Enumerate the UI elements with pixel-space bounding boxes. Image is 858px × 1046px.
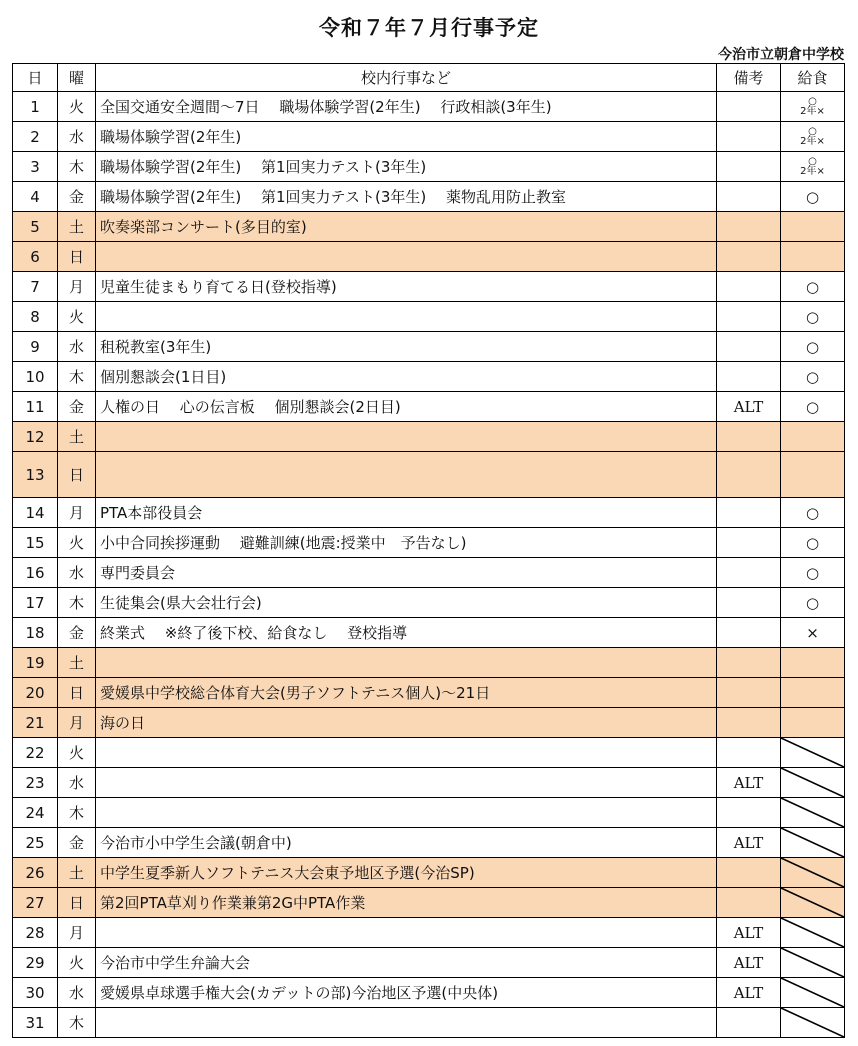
no-meal-slash-icon [781, 768, 844, 797]
events-cell: 全国交通安全週間～7日 職場体験学習(2年生) 行政相談(3年生) [96, 92, 717, 122]
table-row [13, 648, 845, 678]
meal-mark: ○ [808, 95, 817, 107]
notes-cell: ALT [717, 948, 781, 978]
day-cell: 6 [13, 242, 58, 272]
day-cell: 22 [13, 738, 58, 768]
header-meal: 給食 [781, 64, 845, 92]
table-row [13, 272, 845, 302]
day-cell: 10 [13, 362, 58, 392]
table-row [13, 92, 845, 122]
weekday-cell: 水 [58, 332, 96, 362]
meal-cell: ○ [781, 498, 845, 528]
weekday-cell: 火 [58, 738, 96, 768]
notes-cell [717, 92, 781, 122]
weekday-cell: 月 [58, 272, 96, 302]
notes-cell: ALT [717, 828, 781, 858]
notes-cell [717, 528, 781, 558]
notes-cell [717, 452, 781, 498]
table-row [13, 618, 845, 648]
weekday-cell: 月 [58, 498, 96, 528]
events-cell: PTA本部役員会 [96, 498, 717, 528]
table-row [13, 332, 845, 362]
day-cell: 17 [13, 588, 58, 618]
table-row [13, 798, 845, 828]
meal-cell [781, 768, 845, 798]
notes-cell [717, 888, 781, 918]
meal-cell: ○ [781, 558, 845, 588]
meal-cell: ○ [781, 272, 845, 302]
table-row [13, 858, 845, 888]
meal-cell: ○ [781, 362, 845, 392]
page-title: 令和７年７月行事予定 [319, 16, 539, 40]
day-cell: 20 [13, 678, 58, 708]
table-row [13, 918, 845, 948]
weekday-cell: 日 [58, 452, 96, 498]
weekday-cell: 水 [58, 768, 96, 798]
notes-cell [717, 152, 781, 182]
table-row [13, 678, 845, 708]
weekday-cell: 木 [58, 362, 96, 392]
meal-cell [781, 708, 845, 738]
weekday-cell: 月 [58, 708, 96, 738]
day-cell: 14 [13, 498, 58, 528]
meal-cell [781, 918, 845, 948]
table-row [13, 242, 845, 272]
table-row [13, 588, 845, 618]
events-cell: 個別懇談会(1日目) [96, 362, 717, 392]
schedule-table [12, 63, 845, 1038]
day-cell: 12 [13, 422, 58, 452]
notes-cell: ALT [717, 918, 781, 948]
day-cell: 29 [13, 948, 58, 978]
table-row [13, 708, 845, 738]
events-cell [96, 768, 717, 798]
notes-cell [717, 558, 781, 588]
meal-cell [781, 212, 845, 242]
events-cell: 海の日 [96, 708, 717, 738]
events-cell: 中学生夏季新人ソフトテニス大会東予地区予選(今治SP) [96, 858, 717, 888]
events-cell: 吹奏楽部コンサート(多目的室) [96, 212, 717, 242]
weekday-cell: 木 [58, 798, 96, 828]
school-name: 今治市立朝倉中学校 [718, 47, 844, 63]
day-cell: 31 [13, 1008, 58, 1038]
day-cell: 3 [13, 152, 58, 182]
meal-cell: ○ [781, 302, 845, 332]
meal-cell: ○ [781, 528, 845, 558]
events-cell [96, 738, 717, 768]
events-cell [96, 302, 717, 332]
events-cell: 職場体験学習(2年生) 第1回実力テスト(3年生) 薬物乱用防止教室 [96, 182, 717, 212]
table-row [13, 558, 845, 588]
schedule-body [13, 92, 845, 1038]
meal-cell [781, 152, 845, 182]
notes-cell [717, 212, 781, 242]
meal-exception-note: 2年× [800, 135, 825, 147]
meal-cell: ○ [781, 588, 845, 618]
notes-cell: ALT [717, 768, 781, 798]
no-meal-slash-icon [781, 858, 844, 887]
weekday-cell: 火 [58, 528, 96, 558]
table-row [13, 392, 845, 422]
weekday-cell: 金 [58, 828, 96, 858]
no-meal-slash-icon [781, 738, 844, 767]
weekday-cell: 木 [58, 152, 96, 182]
day-cell: 8 [13, 302, 58, 332]
table-row [13, 452, 845, 498]
notes-cell [717, 422, 781, 452]
notes-cell [717, 678, 781, 708]
day-cell: 23 [13, 768, 58, 798]
day-cell: 2 [13, 122, 58, 152]
weekday-cell: 金 [58, 618, 96, 648]
table-row [13, 182, 845, 212]
events-cell: 専門委員会 [96, 558, 717, 588]
notes-cell [717, 738, 781, 768]
notes-cell [717, 362, 781, 392]
weekday-cell: 金 [58, 182, 96, 212]
events-cell: 終業式 ※終了後下校、給食なし 登校指導 [96, 618, 717, 648]
meal-cell [781, 828, 845, 858]
header-day: 日 [13, 64, 58, 92]
day-cell: 21 [13, 708, 58, 738]
weekday-cell: 木 [58, 1008, 96, 1038]
meal-exception-note: 2年× [800, 165, 825, 177]
meal-cell [781, 242, 845, 272]
table-row [13, 212, 845, 242]
table-row [13, 768, 845, 798]
day-cell: 1 [13, 92, 58, 122]
weekday-cell: 土 [58, 212, 96, 242]
meal-cell [781, 452, 845, 498]
events-cell [96, 918, 717, 948]
meal-mark: ○ [808, 155, 817, 167]
notes-cell [717, 182, 781, 212]
no-meal-slash-icon [781, 888, 844, 917]
weekday-cell: 月 [58, 918, 96, 948]
table-row [13, 152, 845, 182]
table-row [13, 738, 845, 768]
notes-cell [717, 858, 781, 888]
day-cell: 28 [13, 918, 58, 948]
notes-cell [717, 618, 781, 648]
events-cell: 小中合同挨拶運動 避難訓練(地震:授業中 予告なし) [96, 528, 717, 558]
events-cell: 今治市中学生弁論大会 [96, 948, 717, 978]
day-cell: 19 [13, 648, 58, 678]
no-meal-slash-icon [781, 828, 844, 857]
events-cell: 愛媛県卓球選手権大会(カデットの部)今治地区予選(中央体) [96, 978, 717, 1008]
weekday-cell: 金 [58, 392, 96, 422]
weekday-cell: 日 [58, 242, 96, 272]
meal-mark: ○ [808, 125, 817, 137]
events-cell [96, 1008, 717, 1038]
table-row [13, 302, 845, 332]
meal-cell: ○ [781, 182, 845, 212]
header-notes: 備考 [717, 64, 781, 92]
table-row [13, 528, 845, 558]
weekday-cell: 水 [58, 978, 96, 1008]
no-meal-slash-icon [781, 978, 844, 1007]
notes-cell [717, 708, 781, 738]
day-cell: 16 [13, 558, 58, 588]
day-cell: 13 [13, 452, 58, 498]
notes-cell [717, 498, 781, 528]
no-meal-slash-icon [781, 798, 844, 827]
notes-cell [717, 588, 781, 618]
meal-cell [781, 422, 845, 452]
day-cell: 24 [13, 798, 58, 828]
meal-cell [781, 1008, 845, 1038]
meal-cell [781, 798, 845, 828]
table-row [13, 888, 845, 918]
notes-cell [717, 302, 781, 332]
weekday-cell: 水 [58, 122, 96, 152]
meal-cell: × [781, 618, 845, 648]
weekday-cell: 日 [58, 888, 96, 918]
weekday-cell: 日 [58, 678, 96, 708]
notes-cell: ALT [717, 978, 781, 1008]
events-cell: 愛媛県中学校総合体育大会(男子ソフトテニス個人)～21日 [96, 678, 717, 708]
day-cell: 9 [13, 332, 58, 362]
header-weekday: 曜 [58, 64, 96, 92]
day-cell: 30 [13, 978, 58, 1008]
events-cell [96, 648, 717, 678]
events-cell: 租税教室(3年生) [96, 332, 717, 362]
events-cell: 職場体験学習(2年生) [96, 122, 717, 152]
events-cell: 第2回PTA草刈り作業兼第2G中PTA作業 [96, 888, 717, 918]
day-cell: 5 [13, 212, 58, 242]
weekday-cell: 土 [58, 858, 96, 888]
meal-cell [781, 122, 845, 152]
table-row [13, 422, 845, 452]
events-cell: 児童生徒まもり育てる日(登校指導) [96, 272, 717, 302]
events-cell [96, 452, 717, 498]
day-cell: 15 [13, 528, 58, 558]
notes-cell [717, 122, 781, 152]
weekday-cell: 土 [58, 422, 96, 452]
day-cell: 25 [13, 828, 58, 858]
weekday-cell: 水 [58, 558, 96, 588]
meal-cell: ○ [781, 392, 845, 422]
notes-cell [717, 272, 781, 302]
meal-cell [781, 978, 845, 1008]
weekday-cell: 土 [58, 648, 96, 678]
notes-cell: ALT [717, 392, 781, 422]
day-cell: 11 [13, 392, 58, 422]
notes-cell [717, 798, 781, 828]
meal-cell [781, 858, 845, 888]
meal-cell [781, 678, 845, 708]
weekday-cell: 火 [58, 948, 96, 978]
notes-cell [717, 242, 781, 272]
table-row [13, 362, 845, 392]
events-cell: 生徒集会(県大会壮行会) [96, 588, 717, 618]
meal-cell [781, 948, 845, 978]
meal-cell [781, 888, 845, 918]
notes-cell [717, 1008, 781, 1038]
header-events: 校内行事など [96, 64, 717, 92]
meal-cell [781, 92, 845, 122]
day-cell: 4 [13, 182, 58, 212]
no-meal-slash-icon [781, 1008, 844, 1037]
weekday-cell: 木 [58, 588, 96, 618]
day-cell: 18 [13, 618, 58, 648]
events-cell: 今治市小中学生会議(朝倉中) [96, 828, 717, 858]
meal-cell: ○ [781, 332, 845, 362]
day-cell: 7 [13, 272, 58, 302]
day-cell: 26 [13, 858, 58, 888]
table-row [13, 948, 845, 978]
table-row [13, 978, 845, 1008]
events-cell [96, 242, 717, 272]
table-row [13, 1008, 845, 1038]
notes-cell [717, 648, 781, 678]
meal-exception-note: 2年× [800, 105, 825, 117]
weekday-cell: 火 [58, 302, 96, 332]
events-cell: 職場体験学習(2年生) 第1回実力テスト(3年生) [96, 152, 717, 182]
meal-cell [781, 648, 845, 678]
table-row [13, 498, 845, 528]
table-row [13, 828, 845, 858]
header-row [13, 64, 845, 92]
no-meal-slash-icon [781, 918, 844, 947]
day-cell: 27 [13, 888, 58, 918]
events-cell: 人権の日 心の伝言板 個別懇談会(2日目) [96, 392, 717, 422]
meal-cell [781, 738, 845, 768]
events-cell [96, 798, 717, 828]
no-meal-slash-icon [781, 948, 844, 977]
table-row [13, 122, 845, 152]
weekday-cell: 火 [58, 92, 96, 122]
events-cell [96, 422, 717, 452]
notes-cell [717, 332, 781, 362]
